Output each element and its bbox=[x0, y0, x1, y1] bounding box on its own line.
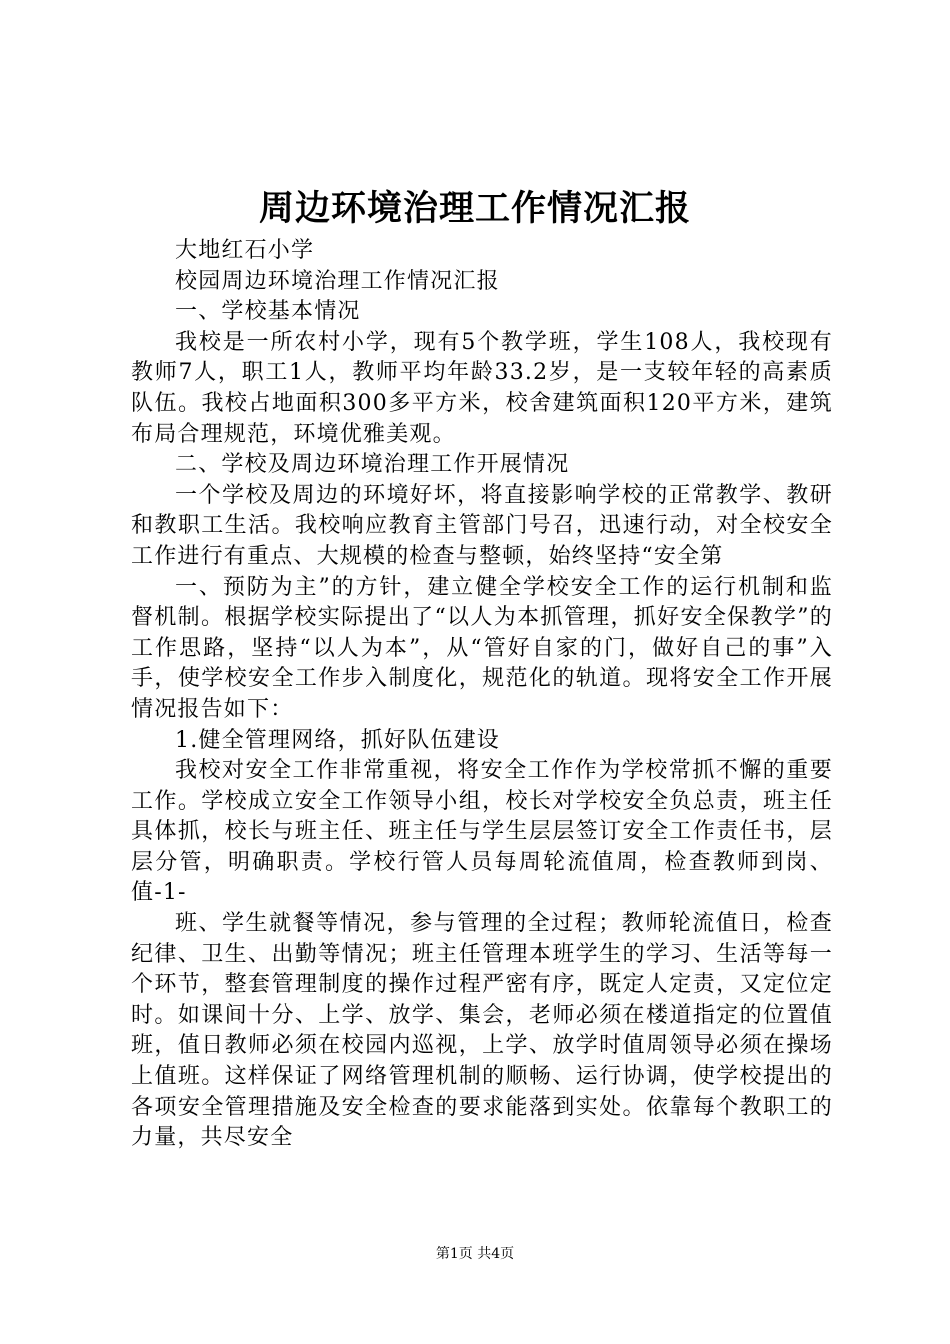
page-footer: 第1页 共4页 bbox=[435, 1246, 515, 1262]
document-title: 周边环境治理工作情况汇报 bbox=[258, 188, 691, 229]
paragraph: 我校对安全工作非常重视，将安全工作作为学校常抓不懈的重要工作。学校成立安全工作领导小组，校长对学校安全负总责，班主任具体抓，校长与班主任、班主任与学生层层签订安全工作责任书，层层分管，明确职责。学校行管人员每周轮流值周，检查教师到岗、值-1- bbox=[131, 758, 833, 906]
school-name: 大地红石小学 bbox=[175, 238, 315, 263]
section-heading: 一、学校基本情况 bbox=[175, 299, 361, 325]
paragraph: 班、学生就餐等情况，参与管理的全过程；教师轮流值日，检查纪律、卫生、出勤等情况；班主任管理本班学生的学习、生活等每一个环节，整套管理制度的操作过程严密有序，既定人定责，又定位定时。如课间十分、上学、放学、集会，老师必须在楼道指定的位置值班，值日教师必须在校园内巡视，上学、放学时值周领导必须在操场上值班。这样保证了网络管理机制的顺畅、运行协调，使学校提出的各项安全管理措施及安全检查的要求能落到实处。依靠每个教职工的力量，共尽安全 bbox=[131, 911, 833, 1151]
subsection-heading: 1.健全管理网络，抓好队伍建设 bbox=[175, 727, 500, 753]
report-subtitle: 校园周边环境治理工作情况汇报 bbox=[175, 268, 500, 294]
document-body bbox=[131, 236, 833, 1154]
paragraph: 我校是一所农村小学，现有5个教学班，学生108人，我校现有教师7人，职工1人，教师平均年龄33.2岁，是一支较年轻的高素质队伍。我校占地面积300多平方米，校舍建筑面积120平方米，建筑布局合理规范，环境优雅美观。 bbox=[131, 329, 833, 447]
section-heading: 二、学校及周边环境治理工作开展情况 bbox=[175, 452, 570, 478]
paragraph: 一、预防为主”的方针，建立健全学校安全工作的运行机制和监督机制。根据学校实际提出了“以人为本抓管理，抓好安全保教学”的工作思路，坚持“以人为本”，从“管好自家的门，做好自己的事”入手，使学校安全工作步入制度化，规范化的轨道。现将安全工作开展情况报告如下： bbox=[131, 574, 833, 722]
paragraph: 一个学校及周边的环境好坏，将直接影响学校的正常教学、教研和教职工生活。我校响应教育主管部门号召，迅速行动，对全校安全工作进行有重点、大规模的检查与整顿，始终坚持“安全第 bbox=[131, 482, 833, 569]
